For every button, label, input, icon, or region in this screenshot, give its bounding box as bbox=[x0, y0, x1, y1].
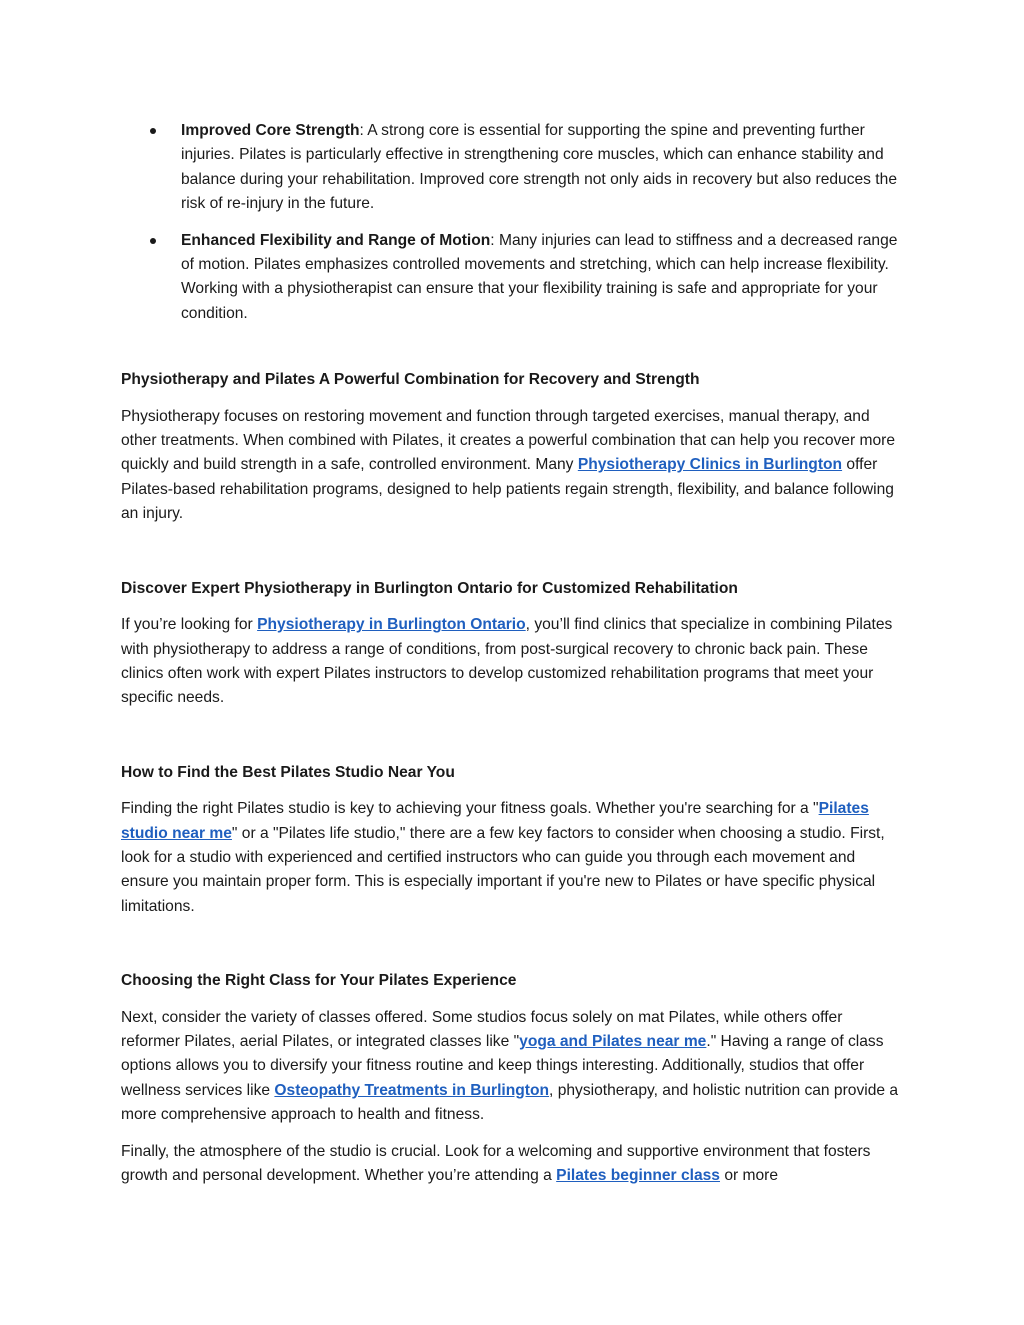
document-content bbox=[121, 119, 905, 1188]
bullet-icon bbox=[150, 238, 156, 244]
paragraph-text: " or a "Pilates life studio," there are a few key factors to consider when choosing a studio. First, look for a studio with experienced and certified instructors who can guide you through each movement and ensure you maintain proper form. This is especially important if you're new to Pilates or have specific physical limitations. bbox=[121, 824, 885, 915]
list-item bbox=[121, 229, 905, 327]
bullet-text: : Many injuries can lead to stiffness and a decreased range of motion. Pilates emphasizes controlled movements and stretching, which can help increase flexibility. Working with a physiotherapist can ensure that your flexibility training is safe and appropriate for your condition. bbox=[181, 231, 898, 322]
section-heading: Discover Expert Physiotherapy in Burlington Ontario for Customized Rehabilitation bbox=[121, 579, 738, 597]
pilates-studio-link[interactable]: Pilates studio near me bbox=[121, 800, 869, 842]
bullet-text: : A strong core is essential for supporting the spine and preventing further injuries. Pilates is particularly effective in strengthening core muscles, which can enhance stability and balance during your rehabilitation. Improved core strength not only aids in recovery but also reduces the risk of re-injury in the future. bbox=[181, 122, 897, 213]
physiotherapy-clinics-link[interactable]: Physiotherapy Clinics in Burlington bbox=[577, 456, 843, 474]
paragraph-text: offer Pilates-based rehabilitation programs, designed to help patients regain strength, flexibility, and balance following an injury. bbox=[121, 456, 894, 523]
benefits-list bbox=[121, 119, 905, 326]
physiotherapy-ontario-link[interactable]: Physiotherapy in Burlington Ontario bbox=[257, 616, 526, 634]
paragraph-text: If you’re looking for bbox=[121, 616, 258, 634]
yoga-pilates-link[interactable]: yoga and Pilates near me bbox=[519, 1032, 707, 1050]
section-paragraph bbox=[121, 1006, 905, 1128]
paragraph-text: , physiotherapy, and holistic nutrition can provide a more comprehensive approach to health and fitness. bbox=[121, 1081, 899, 1124]
paragraph-text: Finding the right Pilates studio is key to achieving your fitness goals. Whether you're searching for a " bbox=[121, 800, 819, 818]
paragraph-text: Physiotherapy focuses on restoring movement and function through targeted exercises, manual therapy, and other treatments. When combined with Pilates, it creates a powerful combination that can help you recover more quickly and build strength in a safe, controlled environment. Many bbox=[121, 407, 896, 474]
pilates-beginner-link[interactable]: Pilates beginner class bbox=[556, 1167, 720, 1184]
paragraph-text: , you’ll find clinics that specialize in combining Pilates with physiotherapy to address a range of conditions, from post-surgical recovery to chronic back pain. These clinics often work with expert Pilates instructors to develop customized rehabilitation programs that meet your specific needs. bbox=[121, 616, 893, 707]
section-heading: Physiotherapy and Pilates A Powerful Combination for Recovery and Strength bbox=[121, 371, 700, 389]
paragraph-text: Next, consider the variety of classes offered. Some studios focus solely on mat Pilates, while others offer reformer Pilates, aerial Pilates, or integrated classes like " bbox=[121, 1008, 843, 1050]
section-heading: How to Find the Best Pilates Studio Near You bbox=[121, 763, 455, 781]
bullet-title: Enhanced Flexibility and Range of Motion bbox=[181, 231, 491, 249]
bullet-title: Improved Core Strength bbox=[181, 122, 360, 139]
paragraph-text: ." Having a range of class options allows you to diversify your fitness routine and keep things interesting. Additionally, studios that offer wellness services like bbox=[121, 1032, 884, 1099]
section-paragraph bbox=[121, 613, 905, 711]
section-heading: Choosing the Right Class for Your Pilates Experience bbox=[121, 972, 517, 990]
bullet-icon bbox=[150, 128, 156, 134]
section-paragraph bbox=[121, 405, 905, 527]
paragraph-text: Finally, the atmosphere of the studio is crucial. Look for a welcoming and supportive environment that fosters growth and personal development. Whether you’re attending a bbox=[121, 1142, 871, 1184]
osteopathy-link[interactable]: Osteopathy Treatments in Burlington bbox=[274, 1081, 550, 1099]
list-item bbox=[121, 119, 905, 217]
section-paragraph bbox=[121, 1140, 905, 1189]
section-paragraph bbox=[121, 797, 905, 919]
paragraph-text: or more bbox=[719, 1167, 779, 1184]
